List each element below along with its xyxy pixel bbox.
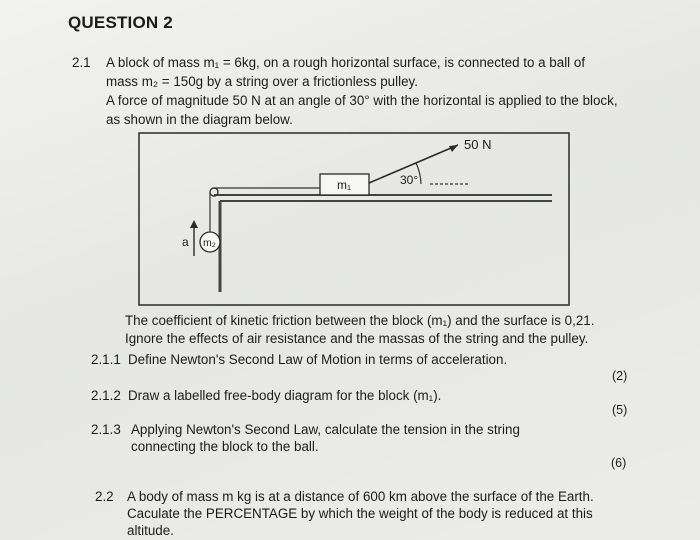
diagram-frame: [139, 133, 569, 305]
q2-1-3-marks: (6): [611, 456, 627, 470]
q2-1-number: 2.1: [72, 55, 91, 70]
q2-1-line4: as shown in the diagram below.: [106, 112, 293, 127]
ball-label: m₂: [203, 237, 216, 249]
q2-1-line1: A block of mass m₁ = 6kg, on a rough horizontal surface, is connected to a ball of: [106, 55, 586, 70]
q2-1-line2: mass m₂ = 150g by a string over a frictionless pulley.: [106, 74, 418, 89]
pulley-diagram: [138, 132, 572, 308]
q2-1-2-text: Draw a labelled free-body diagram for the block (m₁).: [128, 388, 442, 403]
q2-1-3-line2: connecting the block to the ball.: [131, 439, 319, 454]
q2-1-line3: A force of magnitude 50 N at an angle of 30° with the horizontal is applied to the block,: [106, 93, 618, 108]
q2-1-1-number: 2.1.1: [91, 352, 121, 367]
q2-1-2-number: 2.1.2: [91, 388, 121, 403]
q2-2-number: 2.2: [95, 489, 114, 504]
question-heading: QUESTION 2: [68, 13, 173, 32]
force-label: 50 N: [464, 137, 492, 152]
q2-2-line3: altitude.: [127, 523, 174, 538]
force-arrowhead: [449, 145, 458, 152]
angle-label: 30°: [400, 173, 419, 187]
context-line2: Ignore the effects of air resistance and the massas of the string and the pulley.: [125, 331, 589, 346]
acceleration-label: a: [182, 235, 189, 249]
acceleration-arrowhead: [190, 220, 198, 228]
q2-1-1-marks: (2): [612, 369, 628, 383]
q2-1-1-text: Define Newton's Second Law of Motion in terms of acceleration.: [128, 352, 508, 367]
q2-2-line2: Caculate the PERCENTAGE by which the weight of the body is reduced at this: [127, 506, 593, 521]
q2-1-2-marks: (5): [612, 403, 628, 417]
block-label: m₁: [337, 178, 352, 192]
q2-2-line1: A body of mass m kg is at a distance of 600 km above the surface of the Earth.: [127, 489, 594, 504]
context-line1: The coefficient of kinetic friction between the block (m₁) and the surface is 0,21.: [125, 313, 595, 328]
q2-1-3-line1: Applying Newton's Second Law, calculate the tension in the string: [131, 422, 520, 437]
q2-1-3-number: 2.1.3: [91, 422, 121, 437]
